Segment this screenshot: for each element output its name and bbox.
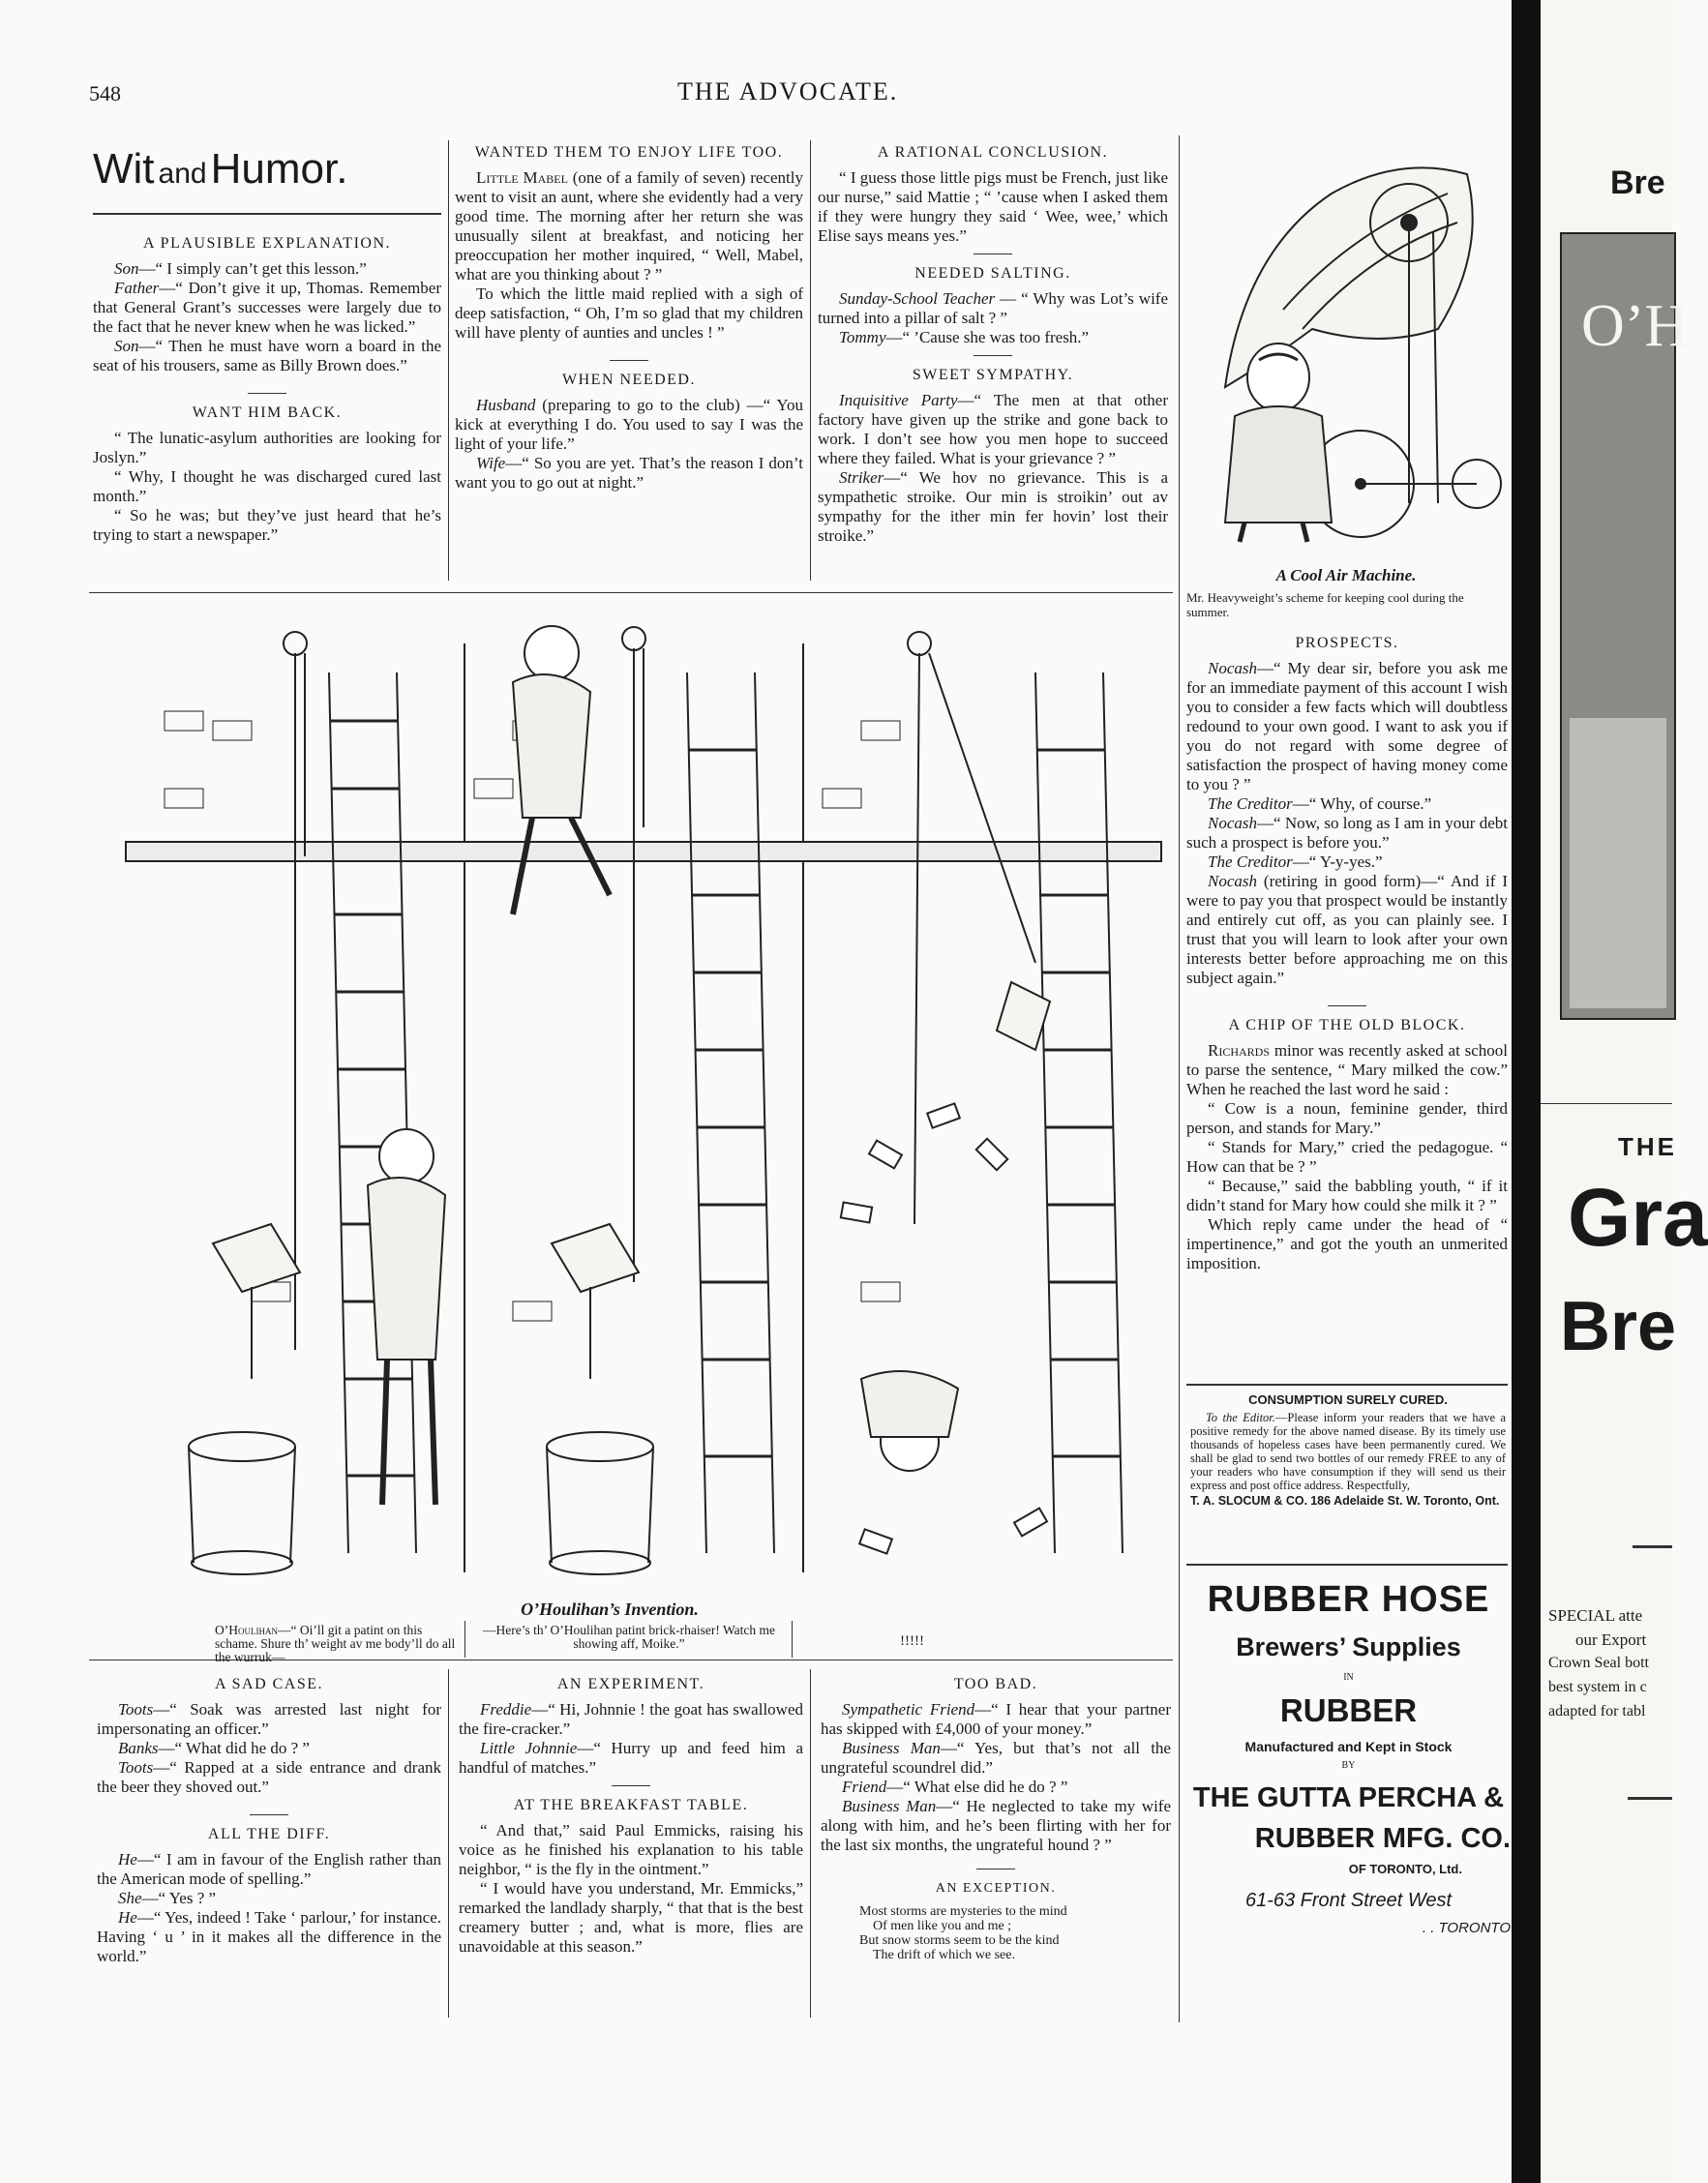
notice-body: To the Editor.—Please inform your readers that we have a positive remedy for the above named disease. By its timely use thousands of hopeless cases have been permanently cured. We shall be glad to send two bottles of our remedy FREE to any of your readers who have consumption if they will send us their express and post office address. Respectfully, (1190, 1411, 1506, 1492)
paragraph: “ I would have you understand, Mr. Emmicks,” remarked the landlady sharply, “ that that is the best creamery butter ; and, what is more, flies are unavoidable at this season.” (459, 1879, 803, 1956)
section-title-wit: Wit (93, 145, 155, 193)
paragraph: “ Because,” said the babbling youth, “ if it didn’t stand for Mary how could she milk it ? ” (1186, 1177, 1508, 1214)
article-heading: AT THE BREAKFAST TABLE. (513, 1797, 749, 1813)
dialogue-line: Sympathetic Friend—“ I hear that your partner has skipped with £4,000 of your money.” (821, 1700, 1172, 1738)
article-heading: AN EXPERIMENT. (556, 1676, 705, 1692)
next-page-photo (1560, 232, 1689, 1020)
dialogue-line: Striker—“ We hov no grievance. This is a sympathetic stroike. Our min is stroikin’ out av sympathy for the ither min fer hovin’ lost their stroike.” (818, 468, 1168, 545)
dialogue-line: Friend—“ What else did he do ? ” (842, 1778, 1068, 1796)
dialogue-line: Nocash—“ Now, so long as I am in your debt such a prospect is before you.” (1186, 814, 1508, 852)
dialogue-line: Business Man—“ Yes, but that’s not all the ungrateful scoundrel did.” (821, 1739, 1171, 1777)
ad-by: BY (1341, 1760, 1356, 1771)
cartoon-caption-1: O’Houlihan—“ Oi’ll git a patint on this schame. Shure th’ weight av me body’ll do all the wurruk— (215, 1623, 456, 1664)
ad-company-line1: THE GUTTA PERCHA & (1192, 1782, 1505, 1813)
column-rule (810, 140, 811, 581)
dialogue-line: Father—“ Don’t give it up, Thomas. Remember that General Grant’s successes were largely due to the fact that he never knew when he was licked.” (93, 279, 441, 336)
section-title-and: and (158, 158, 207, 190)
ohoulihan-cartoon (106, 605, 1166, 1597)
next-page-photo-inset (1570, 718, 1666, 1008)
caption-rule (464, 1621, 465, 1658)
ad-company-line2: RUBBER MFG. CO. (1254, 1823, 1511, 1854)
dialogue-line: Wife—“ So you are yet. That’s the reason I don’t want you to go out at night.” (455, 454, 803, 492)
divider (974, 355, 1012, 356)
cartoon-caption-3: !!!!! (900, 1633, 924, 1649)
ad-rubber: RUBBER (1279, 1692, 1418, 1728)
bottom-column-3 (821, 1669, 1171, 1962)
paragraph: “ And that,” said Paul Emmicks, raising his voice as he finished his explanation to his table neighbor, “ is the fly in the ointment.” (459, 1821, 803, 1878)
article-heading: AN EXCEPTION. (935, 1881, 1057, 1896)
dialogue-line: Business Man—“ He neglected to take my wife along with him, and he’s been flirting with her for the last six months, the ungrateful hound ? ” (821, 1797, 1171, 1854)
poem-line: Most storms are mysteries to the mind (859, 1904, 1067, 1919)
bottom-column-2 (459, 1669, 803, 1957)
cool-air-machine-illustration (1186, 135, 1506, 561)
notice-signature: T. A. SLOCUM & CO. 186 Adelaide St. W. Toronto, Ont. (1190, 1494, 1500, 1508)
dialogue-line: Tommy—“ ’Cause she was too fresh.” (839, 328, 1090, 346)
section-title (93, 145, 441, 194)
next-page-rule (1628, 1797, 1672, 1800)
article-heading: SWEET SYMPATHY. (912, 367, 1074, 383)
dialogue-line: Banks—“ What did he do ? ” (118, 1739, 310, 1757)
paragraph: To which the little maid replied with a sigh of deep satisfaction, “ Oh, I’m so glad that my children will have plenty of aunties and uncles ! ” (455, 284, 803, 342)
column-4 (1186, 634, 1508, 1273)
dialogue-line: Freddie—“ Hi, Johnnie ! the goat has swallowed the fire-cracker.” (459, 1700, 803, 1738)
article-heading: WHEN NEEDED. (562, 372, 696, 388)
dialogue-line: Nocash (retiring in good form)—“ And if I were to pay you that prospect would be instantly and entirely cut off, as you can plainly see. I trust that you will learn to look after your own interests better before approaching me on this subject again.” (1186, 872, 1508, 987)
ad-subhead: Brewers’ Supplies (1236, 1632, 1461, 1661)
next-page-fragment: best system in c (1548, 1679, 1647, 1695)
divider (1328, 1005, 1366, 1006)
column-rule (1179, 135, 1180, 2022)
dialogue-line: Inquisitive Party—“ The men at that other factory have given up the strike and gone back to work. I don’t see how you men hope to succeed where they failed. What is your grievance ? ” (818, 391, 1168, 467)
poem (821, 1904, 1171, 1962)
next-page-fragment: Crown Seal bott (1548, 1655, 1649, 1671)
notice-heading: CONSUMPTION SURELY CURED. (1248, 1392, 1448, 1407)
dialogue-line: Sunday-School Teacher — “ Why was Lot’s wife turned into a pillar of salt ? ” (818, 289, 1168, 327)
column-1 (93, 224, 441, 545)
next-page-fragment: adapted for tabl (1548, 1703, 1646, 1719)
poem-line: Of men like you and me ; (873, 1919, 1012, 1933)
next-page-fragment: O’H (1581, 293, 1689, 359)
poem-line: But snow storms seem to be the kind (859, 1933, 1060, 1948)
dialogue-line: She—“ Yes ? ” (118, 1889, 217, 1907)
article-heading: A CHIP OF THE OLD BLOCK. (1228, 1017, 1466, 1033)
figure-subcaption: Mr. Heavyweight’s scheme for keeping cool during the summer. (1186, 590, 1464, 619)
next-page (1541, 0, 1708, 2183)
article-heading: A SAD CASE. (214, 1676, 324, 1692)
dialogue-line: Husband (preparing to go to the club) —“ You kick at everything I do. You used to say I was the light of your life.” (455, 396, 803, 453)
notice-top-rule (1186, 1384, 1508, 1386)
article-heading: NEEDED SALTING. (914, 265, 1071, 282)
article-heading: WANTED THEM TO ENJOY LIFE TOO. (474, 144, 784, 161)
cartoon-title: O’Houlihan’s Invention. (521, 1600, 699, 1619)
dialogue-line: He—“ I am in favour of the English rather than the American mode of spelling.” (97, 1850, 441, 1888)
next-page-fragment: SPECIAL atte (1548, 1606, 1643, 1625)
column-rule (448, 1669, 449, 2018)
next-page-fragment: THE (1618, 1132, 1677, 1161)
paragraph: “ The lunatic-asylum authorities are looking for Joslyn.” (93, 429, 441, 466)
dialogue-line: Toots—“ Rapped at a side entrance and drank the beer they shoved out.” (97, 1758, 441, 1796)
paragraph: “ So he was; but they’ve just heard that he’s trying to start a newspaper.” (93, 506, 441, 544)
ad-in: IN (1343, 1672, 1354, 1683)
masthead-title: THE ADVOCATE. (677, 77, 899, 105)
paragraph: “ Stands for Mary,” cried the pedagogue. “ How can that be ? ” (1186, 1138, 1508, 1176)
dialogue-line: Little Johnnie—“ Hurry up and feed him a handful of matches.” (459, 1739, 803, 1777)
ad-toronto-ltd: OF TORONTO, Ltd. (1348, 1862, 1462, 1876)
caption-rule (792, 1621, 793, 1658)
dialogue-line: Son—“ I simply can’t get this lesson.” (114, 259, 367, 278)
next-page-fragment: Bre (1560, 1288, 1677, 1365)
ad-headline: RUBBER HOSE (1207, 1579, 1490, 1620)
column-3 (818, 143, 1168, 546)
paragraph: “ I guess those little pigs must be French, just like our nurse,” said Mattie ; “ ’cause when I asked them if they were hungry they said ‘ Wee, wee,’ which Elise says means yes.” (818, 168, 1168, 245)
figure-caption: A Cool Air Machine. (1275, 566, 1417, 584)
page-number: 548 (89, 81, 121, 105)
ad-address: 61-63 Front Street West (1244, 1890, 1453, 1911)
page-gutter (1512, 0, 1541, 2183)
ad-manufactured: Manufactured and Kept in Stock (1244, 1739, 1453, 1754)
dialogue-line: Toots—“ Soak was arrested last night for impersonating an officer.” (97, 1700, 441, 1738)
title-underline (93, 213, 441, 215)
column-rule (448, 140, 449, 581)
article-heading: A RATIONAL CONCLUSION. (877, 144, 1109, 161)
article-heading: TOO BAD. (953, 1676, 1038, 1692)
cartoon-caption-2: —Here’s th’ O’Houlihan patint brick-rhaiser! Watch me showing aff, Moike.” (482, 1623, 776, 1651)
divider (610, 360, 648, 361)
article-heading: ALL THE DIFF. (207, 1826, 331, 1842)
ad-city: . . TORONTO (1422, 1920, 1511, 1936)
paragraph: Richards minor was recently asked at school to parse the sentence, “ Mary milked the cow.” When he reached the last word he said : (1186, 1041, 1508, 1098)
section-title-humor: Humor. (210, 145, 348, 193)
column-rule (810, 1669, 811, 2018)
bottom-column-1 (97, 1669, 441, 1966)
article-heading: A PLAUSIBLE EXPLANATION. (143, 235, 391, 252)
dialogue-line: The Creditor—“ Y-y-yes.” (1208, 852, 1383, 871)
dialogue-line: The Creditor—“ Why, of course.” (1208, 794, 1432, 813)
divider (250, 1814, 288, 1815)
next-page-rule (1633, 1545, 1672, 1548)
dialogue-line: Son—“ Then he must have worn a board in the seat of his trousers, same as Billy Brown does.” (93, 337, 441, 374)
section-divider (89, 592, 1173, 593)
column-2 (455, 143, 803, 493)
paragraph: “ Cow is a noun, feminine gender, third person, and stands for Mary.” (1186, 1099, 1508, 1137)
next-page-fragment: Gra (1568, 1172, 1708, 1263)
divider (612, 1785, 650, 1786)
article-heading: PROSPECTS. (1295, 635, 1399, 651)
paragraph: Little Mabel (one of a family of seven) recently went to visit an aunt, where she evidently had a very good time. The morning after her return she was unusually silent at breakfast, and noticing her preoccupation her mother inquired, “ Well, Mabel, what are you thinking about ? ” (455, 168, 803, 284)
next-page-fragment: our Export (1575, 1630, 1647, 1649)
consumption-notice (1190, 1393, 1506, 1508)
paragraph: Which reply came under the head of “ impertinence,” and got the youth an unmerited imposition. (1186, 1215, 1508, 1272)
divider (248, 393, 286, 394)
next-page-rule (1541, 1103, 1672, 1104)
poem-line: The drift of which we see. (873, 1948, 1015, 1962)
dialogue-line: Nocash—“ My dear sir, before you ask me for an immediate payment of this account I wish you to consider a few facts which will doubtless redound to your own good. I want to ask you if you do not regard with some degree of satisfaction the prospect of having money come to you ? ” (1186, 659, 1508, 793)
article-heading: WANT HIM BACK. (192, 404, 343, 421)
dialogue-line: He—“ Yes, indeed ! Take ‘ parlour,’ for instance. Having ‘ u ’ in it makes all the difference in the world.” (97, 1908, 441, 1965)
rubber-hose-ad (1186, 1577, 1511, 1936)
paragraph: “ Why, I thought he was discharged cured last month.” (93, 467, 441, 505)
next-page-fragment: Bre (1610, 164, 1665, 201)
notice-bottom-rule (1186, 1564, 1508, 1566)
